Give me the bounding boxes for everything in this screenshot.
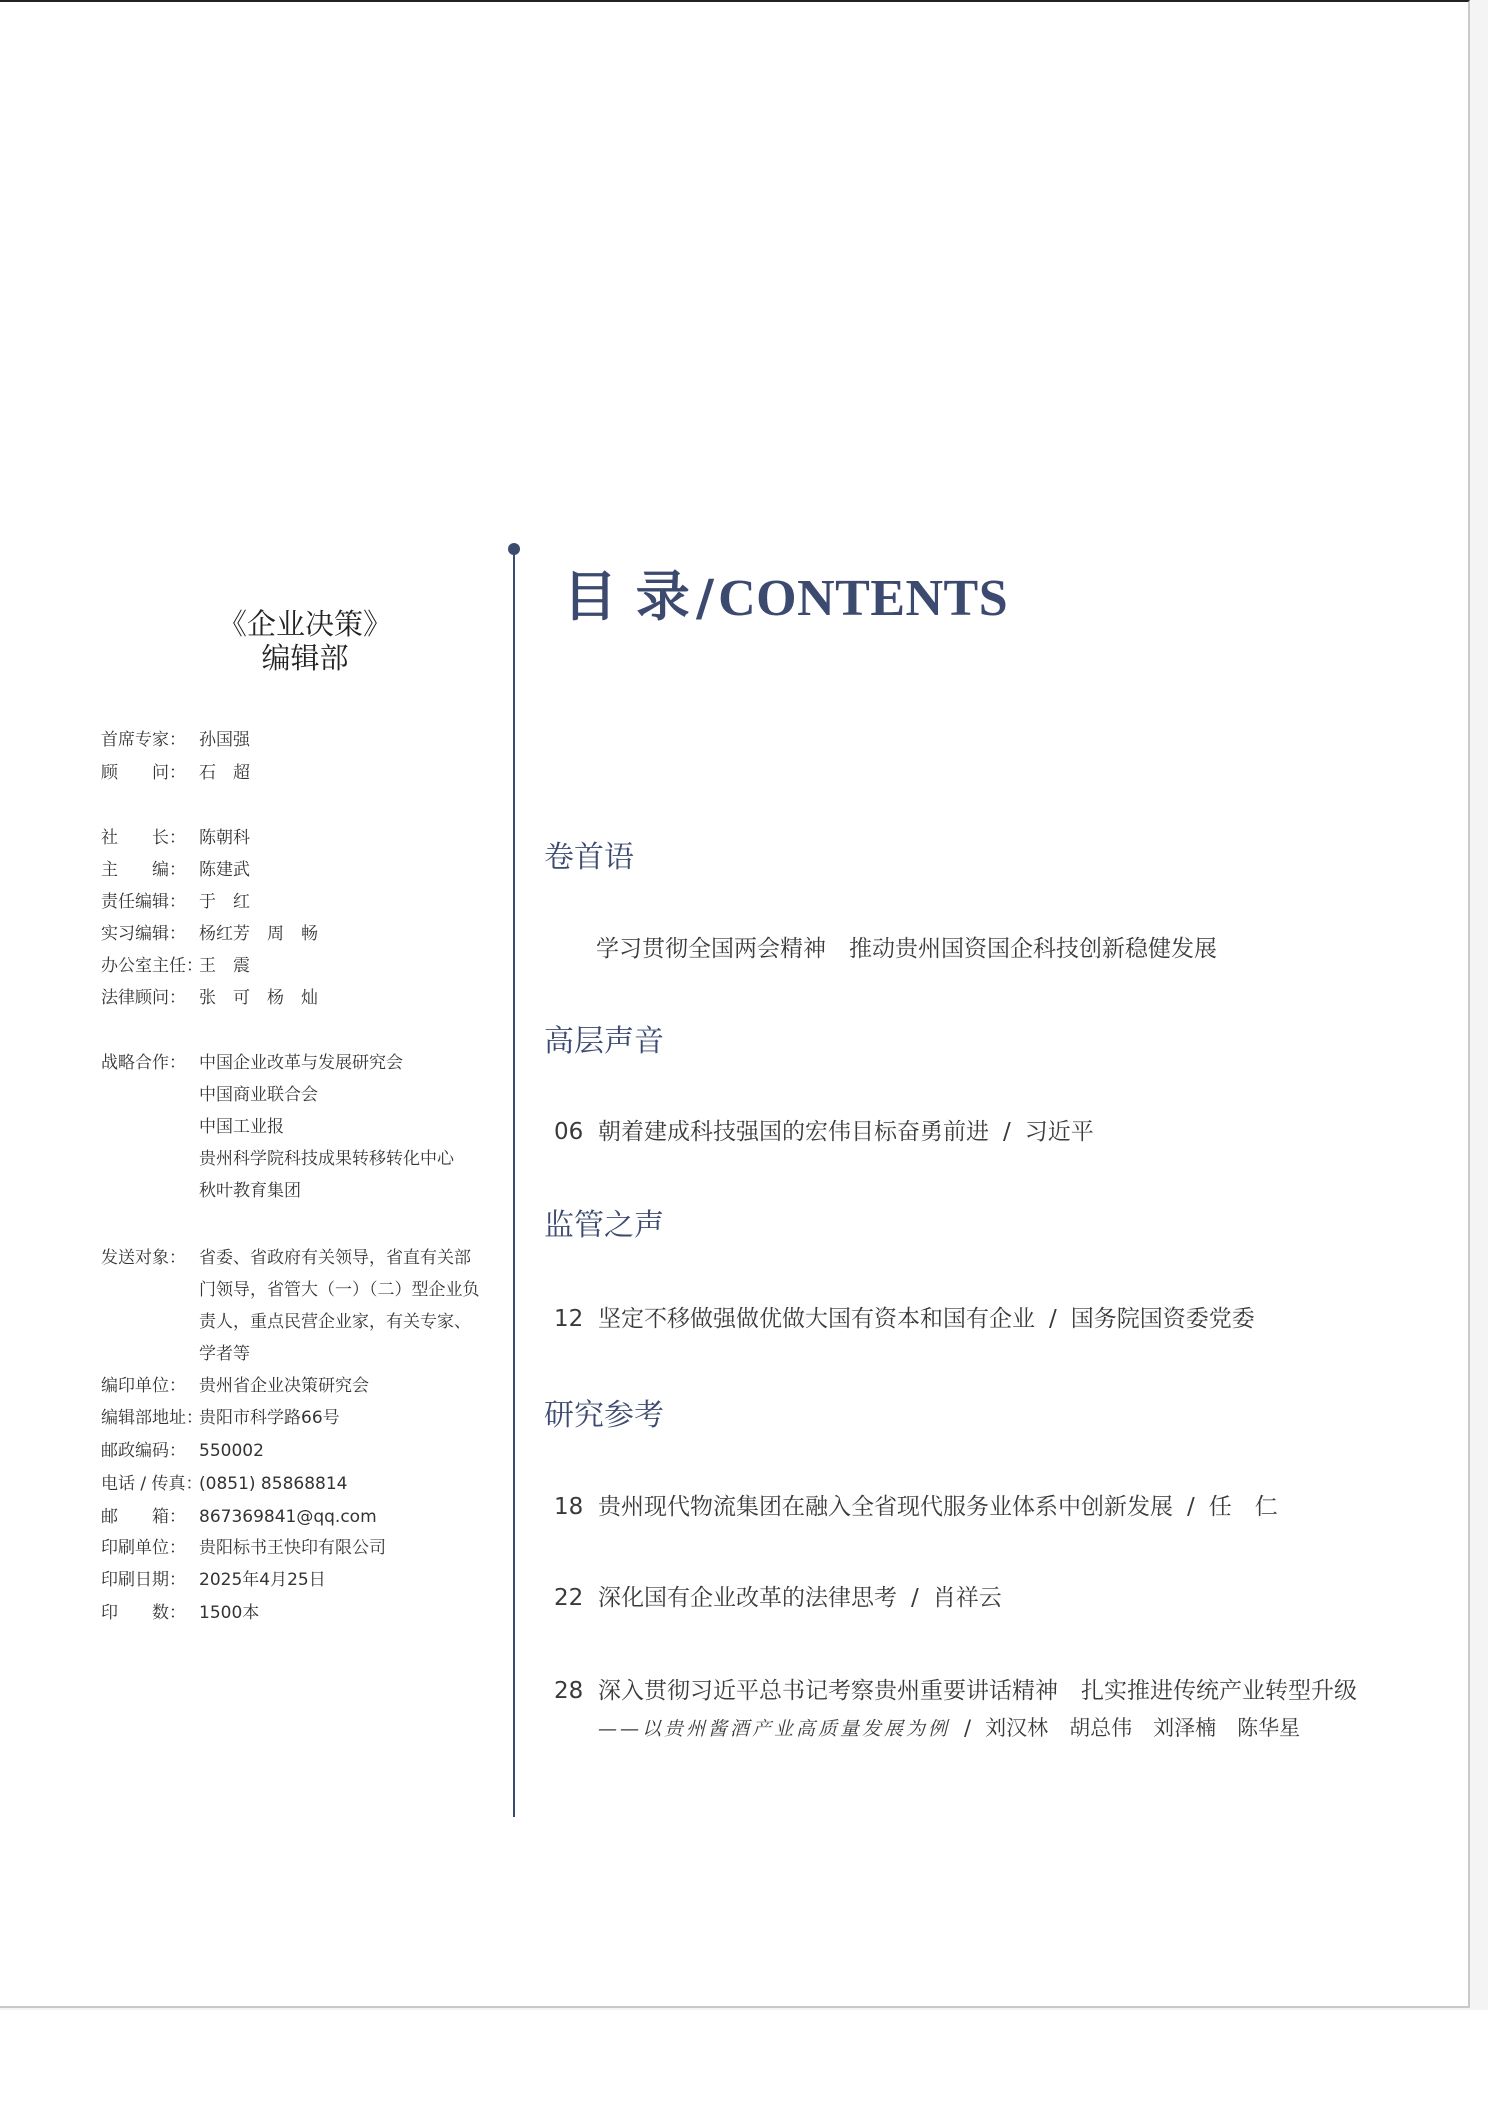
section-title: 卷首语 bbox=[544, 840, 634, 875]
credit-line: 实习编辑： 杨红芳 周 畅 bbox=[101, 924, 318, 944]
credit-line: 责任编辑： 于 红 bbox=[101, 892, 250, 912]
credit-line: 法律顾问： 张 可 杨 灿 bbox=[101, 988, 318, 1008]
audience-line: 学者等 bbox=[199, 1344, 250, 1364]
info-line: 电话 / 传真：(0851) 85868814 bbox=[101, 1474, 348, 1494]
contents-heading-cn: 目 录 bbox=[563, 565, 690, 628]
contents-heading-en: CONTENTS bbox=[718, 570, 1009, 627]
toc-entry-title: 坚定不移做强做优做大国有资本和国有企业 bbox=[598, 1306, 1035, 1332]
credit-line: 办公室主任：王 震 bbox=[101, 956, 250, 976]
toc-separator: / bbox=[911, 1585, 919, 1611]
toc-page-number: 06 bbox=[554, 1119, 584, 1145]
credit-line: 顾 问： 石 超 bbox=[101, 763, 250, 783]
toc-entry-subtitle-line bbox=[598, 1712, 1300, 1742]
toc-entry-author: 刘汉林 胡总伟 刘泽楠 陈华星 bbox=[985, 1716, 1301, 1740]
partner-item: 中国工业报 bbox=[199, 1117, 284, 1137]
toc-entry-author: 习近平 bbox=[1024, 1119, 1094, 1145]
toc-entry-title: 深入贯彻习近平总书记考察贵州重要讲话精神 扎实推进传统产业转型升级 bbox=[598, 1678, 1357, 1704]
toc-entry[interactable] bbox=[554, 1113, 1094, 1146]
toc-entry[interactable] bbox=[554, 1579, 1002, 1612]
toc-entry-subtitle: ——以贵州酱酒产业高质量发展为例 bbox=[598, 1718, 951, 1740]
audience-line: 发送对象： 省委、省政府有关领导，省直有关部 bbox=[101, 1248, 471, 1268]
toc-entry[interactable] bbox=[554, 1300, 1255, 1333]
contents-heading bbox=[563, 554, 1009, 628]
partner-item: 秋叶教育集团 bbox=[199, 1181, 301, 1201]
partner-item: 中国商业联合会 bbox=[199, 1085, 318, 1105]
toc-page-number: 28 bbox=[554, 1678, 584, 1704]
toc-entry-author: 国务院国资委党委 bbox=[1070, 1306, 1255, 1332]
toc-entry-author: 任 仁 bbox=[1208, 1494, 1278, 1520]
info-line: 编印单位： 贵州省企业决策研究会 bbox=[101, 1376, 369, 1396]
info-line: 印 数： 1500本 bbox=[101, 1603, 260, 1623]
column-divider bbox=[513, 551, 515, 1817]
masthead-title: 《企业决策》 bbox=[217, 607, 392, 641]
toc-entry-title: 学习贯彻全国两会精神 推动贵州国资国企科技创新稳健发展 bbox=[596, 936, 1217, 962]
toc-entry-title: 深化国有企业改革的法律思考 bbox=[598, 1585, 897, 1611]
masthead-subtitle: 编辑部 bbox=[261, 641, 349, 675]
toc-entry[interactable] bbox=[554, 1488, 1278, 1521]
info-line: 印刷日期： 2025年4月25日 bbox=[101, 1570, 326, 1590]
viewer-background bbox=[0, 2010, 1488, 2104]
toc-page-number: 22 bbox=[554, 1585, 584, 1611]
toc-entry-title: 朝着建成科技强国的宏伟目标奋勇前进 bbox=[598, 1119, 989, 1145]
toc-page-number: 18 bbox=[554, 1494, 584, 1520]
toc-entry-author: 肖祥云 bbox=[932, 1585, 1002, 1611]
info-line: 印刷单位： 贵阳标书王快印有限公司 bbox=[101, 1538, 386, 1558]
section-title: 监管之声 bbox=[544, 1208, 664, 1243]
contents-heading-slash: / bbox=[695, 568, 715, 627]
toc-entry[interactable] bbox=[554, 1672, 1357, 1705]
toc-separator: / bbox=[964, 1716, 972, 1740]
info-line: 邮政编码： 550002 bbox=[101, 1441, 264, 1461]
partners-line: 战略合作： 中国企业改革与发展研究会 bbox=[101, 1053, 403, 1073]
toc-page-number: 12 bbox=[554, 1306, 584, 1332]
info-line: 邮 箱： 867369841@qq.com bbox=[101, 1507, 377, 1527]
credit-line: 主 编： 陈建武 bbox=[101, 860, 250, 880]
toc-separator: / bbox=[1003, 1119, 1011, 1145]
section-title: 研究参考 bbox=[544, 1398, 664, 1433]
toc-separator: / bbox=[1187, 1494, 1195, 1520]
section-title: 高层声音 bbox=[544, 1024, 664, 1059]
audience-line: 门领导，省管大（一）（二）型企业负 bbox=[199, 1280, 480, 1300]
toc-entry-title: 贵州现代物流集团在融入全省现代服务业体系中创新发展 bbox=[598, 1494, 1173, 1520]
credit-line: 社 长： 陈朝科 bbox=[101, 828, 250, 848]
partner-item: 贵州科学院科技成果转移转化中心 bbox=[199, 1149, 454, 1169]
credit-line: 首席专家： 孙国强 bbox=[101, 730, 250, 750]
audience-line: 责人，重点民营企业家，有关专家、 bbox=[199, 1312, 471, 1332]
toc-entry[interactable] bbox=[596, 930, 1217, 963]
toc-separator: / bbox=[1049, 1306, 1057, 1332]
info-line: 编辑部地址：贵阳市科学路66号 bbox=[101, 1408, 340, 1428]
